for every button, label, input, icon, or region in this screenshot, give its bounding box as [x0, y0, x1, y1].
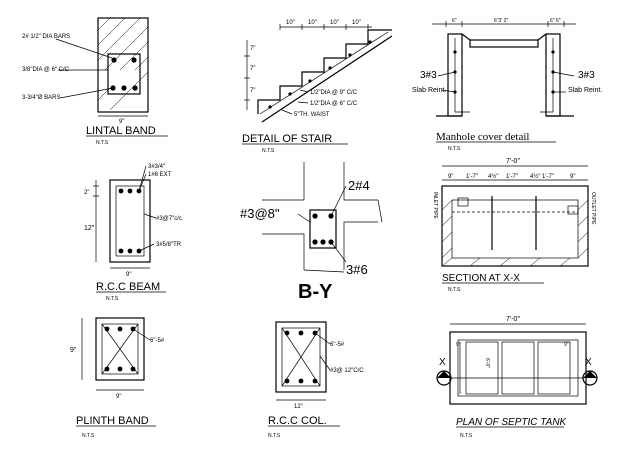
plinth-depth-dim: 9" [70, 347, 77, 354]
beam-title: R.C.C BEAM [96, 281, 161, 293]
manhole-nts: N.T.S [448, 146, 461, 152]
beam-depth-dim: 12" [84, 225, 95, 232]
lintal-top-bar-label: 2# 1/2" DIA BARS [22, 34, 71, 40]
lintal-band-detail [22, 18, 168, 146]
lintal-stirrup-label: 3/8"DIA @ 6" C/C [22, 67, 70, 73]
column-bars-label: 6"-5# [330, 342, 345, 348]
section-dim-4: 1'-7" [506, 174, 518, 180]
by-title: B-Y [298, 281, 333, 303]
beam-width-dim: 9" [126, 272, 132, 278]
lintal-title: LINTAL BAND [86, 125, 156, 137]
by-bottom-bar-label: 3#6 [346, 262, 368, 277]
stair-riser-dim-2: 7" [250, 66, 256, 72]
lintal-width-dim: 9" [119, 119, 125, 125]
septic-section-xx [432, 158, 596, 293]
plinth-nts: N.T.S [82, 433, 95, 439]
manhole-cover-detail [412, 18, 602, 152]
section-outlet-label: OUTLET PIPE [590, 192, 596, 225]
beam-stirrup-label: #3@7"c/c [156, 216, 182, 222]
manhole-dim-left: 6" [452, 18, 457, 24]
lintal-nts: N.T.S [96, 140, 109, 146]
plan-left-dim: 9" [456, 342, 461, 348]
manhole-left-bar-label: 3#3 [420, 70, 437, 81]
stair-nts: N.T.S [262, 148, 275, 154]
stair-waist-label: 5"TH. WAIST [294, 112, 330, 118]
by-stirrup-label: #3@8" [240, 206, 280, 221]
by-top-bar-label: 2#4 [348, 178, 370, 193]
stair-main-bar-label: 1/2"DIA @ 9" C/C [310, 90, 358, 96]
plan-nts: N.T.S [460, 433, 473, 439]
stair-riser-dim-1: 7" [250, 46, 256, 52]
stair-dist-bar-label: 1/2"DIA @ 6" C/C [310, 101, 358, 107]
column-ties-label: #3@ 12"C/C [330, 368, 364, 374]
manhole-dim-right: 6" 6" [550, 18, 561, 24]
septic-tank-plan [437, 316, 597, 439]
beam-bottom-bar-label: 3#5/8"TR [156, 242, 182, 248]
stair-tread-dim-4: 10" [352, 20, 361, 26]
section-dim-5: 4½" [530, 174, 541, 180]
column-nts: N.T.S [268, 433, 281, 439]
rcc-column-detail [268, 322, 364, 439]
stair-detail [242, 20, 392, 154]
plinth-width-dim: 9" [116, 394, 122, 400]
plan-depth-dim: 6'-0" [484, 358, 490, 368]
plinth-title: PLINTH BAND [76, 415, 149, 427]
plan-inner [458, 340, 578, 396]
plan-right-dim: 9" [564, 342, 569, 348]
manhole-right-bar-label: 3#3 [578, 70, 595, 81]
plan-marker-left-label: X [439, 357, 446, 368]
stair-riser-dim-3: 7" [250, 88, 256, 94]
manhole-title: Manhole cover detail [436, 131, 530, 143]
manhole-right-slab-label: Slab Reint. [568, 87, 603, 94]
beam-nts: N.T.S [106, 296, 119, 302]
stair-waist [262, 36, 392, 122]
section-dim-7: 9" [570, 174, 576, 180]
section-dim-2: 1'-7" [466, 174, 478, 180]
section-total-dim: 7'-0" [506, 158, 520, 165]
plan-title: PLAN OF SEPTIC TANK [456, 417, 567, 428]
stair-tread-dim-2: 10" [308, 20, 317, 26]
beam-ext-bar-label: 1#6 EXT [148, 172, 172, 178]
section-inner [452, 200, 578, 258]
stair-tread-dim-3: 10" [330, 20, 339, 26]
stair-title: DETAIL OF STAIR [242, 133, 333, 145]
beam-cover-dim: 2" [84, 190, 90, 196]
section-title: SECTION AT X-X [442, 273, 520, 284]
by-beam-junction-detail [240, 162, 382, 303]
plinth-band-detail [70, 318, 165, 439]
section-dim-6: 1'-7" [542, 174, 554, 180]
section-dim-1: 9" [448, 174, 454, 180]
section-inlet-label: INLET PIPE [432, 192, 438, 219]
lintal-bottom-bar-label: 3-3/4"Ø BARS [22, 95, 61, 101]
plan-marker-right-label: X [585, 357, 592, 368]
beam-top-bar-label: 3#3/4" [148, 164, 166, 170]
stair-tread-dim-1: 10" [286, 20, 295, 26]
plan-total-dim: 7'-0" [506, 316, 520, 323]
section-dim-3: 4½" [488, 174, 499, 180]
column-title: R.C.C COL. [268, 415, 327, 427]
plinth-bars-label: 6"-5# [150, 338, 165, 344]
manhole-dim-mid: 6"3' 2" [494, 18, 509, 24]
manhole-left-slab-label: Slab Reint. [412, 87, 447, 94]
rcc-beam-detail [84, 164, 182, 302]
manhole-cover-slab [470, 40, 538, 47]
column-width-dim: 12" [294, 404, 303, 410]
beam-stirrup [116, 186, 144, 256]
section-nts: N.T.S [448, 287, 461, 293]
